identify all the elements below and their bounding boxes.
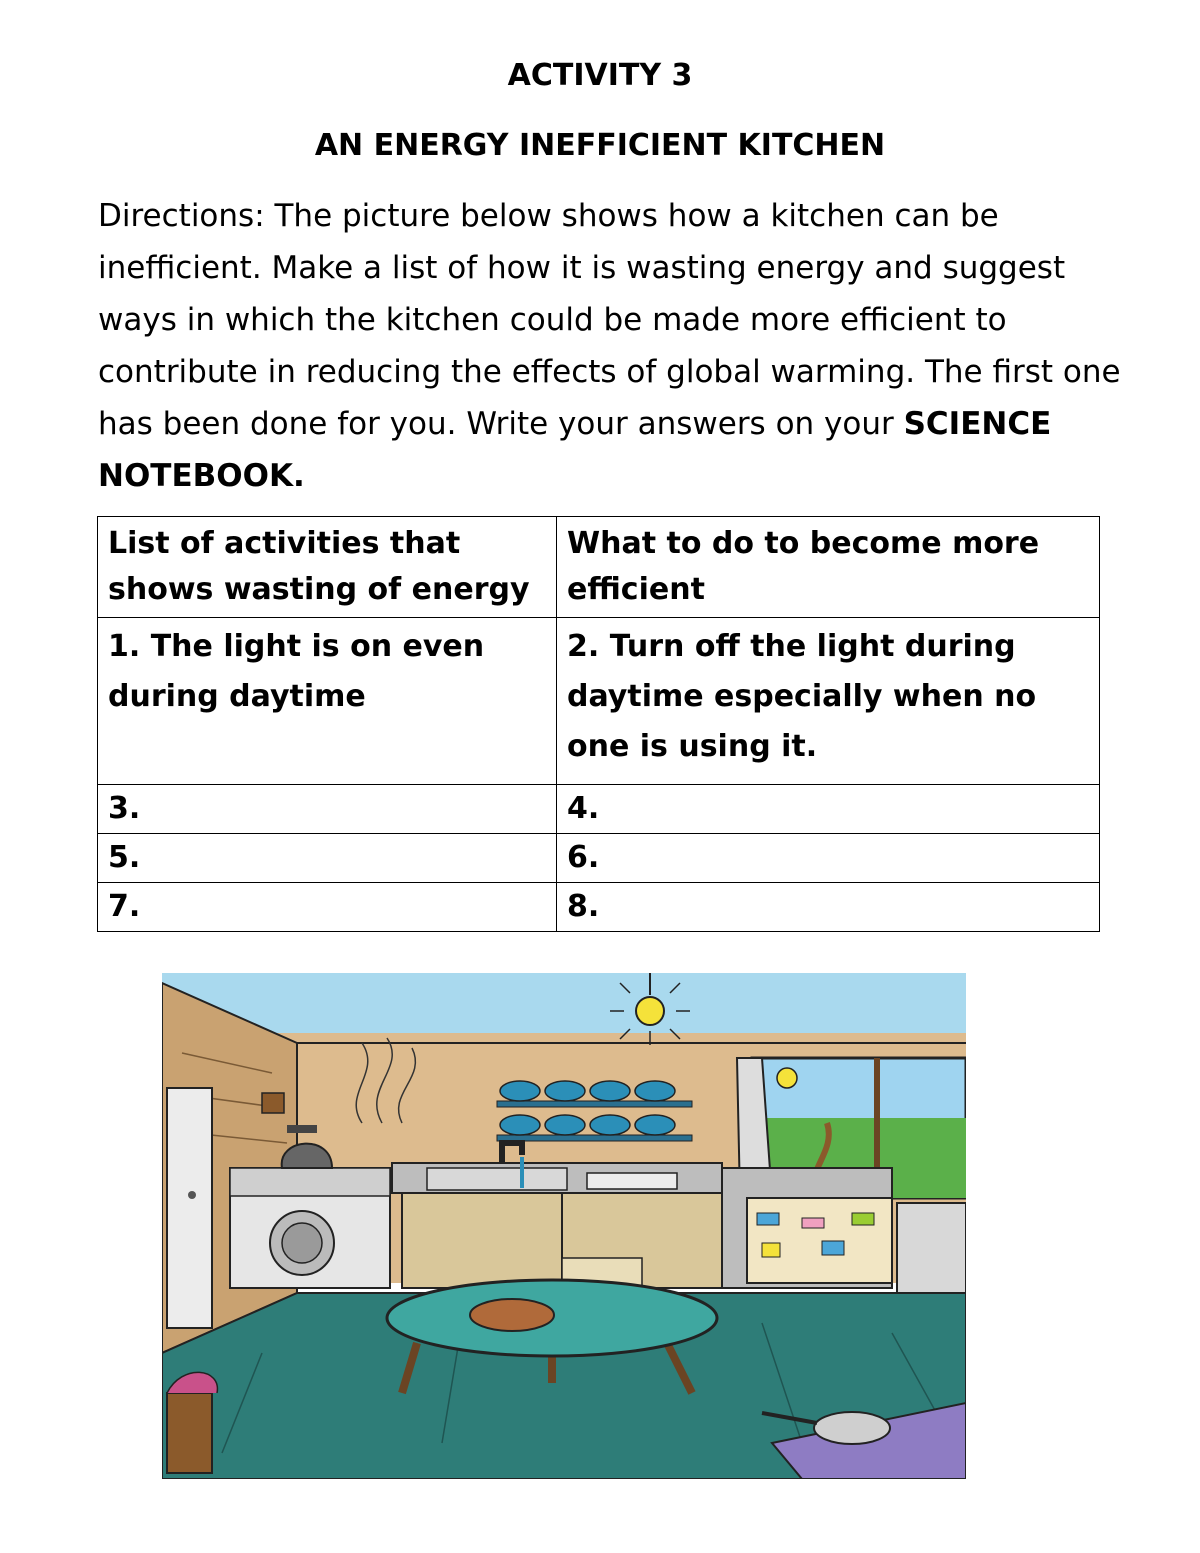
- table-header-row: [98, 517, 1100, 618]
- directions-paragraph: [98, 190, 1138, 502]
- table-cell: 3.: [98, 785, 557, 834]
- table-cell: 1. The light is on even during daytime: [98, 618, 557, 785]
- worksheet-subtitle: AN ENERGY INEFFICIENT KITCHEN: [314, 128, 886, 163]
- trash-bin-icon: [167, 1372, 217, 1473]
- directions-emphasis-science: SCIENCE: [903, 406, 1052, 442]
- cat-icon: [470, 1299, 554, 1331]
- sink-counter: [392, 1143, 722, 1288]
- energy-table: [97, 516, 1100, 932]
- table-row: [98, 618, 1100, 785]
- ceiling: [162, 973, 966, 1043]
- header-efficiency-actions: What to do to become more efficient: [557, 517, 1100, 618]
- table-row: [98, 785, 1100, 834]
- sun-icon: [777, 1068, 797, 1088]
- table-cell: 8.: [557, 883, 1100, 932]
- pot-icon: [814, 1412, 890, 1444]
- activity-title: ACTIVITY 3: [507, 58, 693, 93]
- door: [167, 1088, 212, 1328]
- door-knob-icon: [188, 1191, 196, 1199]
- wall-socket-icon: [262, 1093, 284, 1113]
- directions-text: Directions: The picture below shows how a kitchen can be inefficient. Make a list of how it is wasting energy and suggest ways in which the kitchen could be made more efficient to contribute in reducing the effects of global warming. The first one has been done for you. Write your answers on your: [98, 198, 1121, 442]
- table-cell: 2. Turn off the light during daytime especially when no one is using it.: [557, 618, 1100, 785]
- table-cell: 6.: [557, 834, 1100, 883]
- header-wasting-activities: List of activities that shows wasting of energy: [98, 517, 557, 618]
- table-cell: 5.: [98, 834, 557, 883]
- directions-emphasis-notebook: NOTEBOOK.: [98, 458, 305, 494]
- table-row: [98, 883, 1100, 932]
- washing-machine: [230, 1168, 390, 1288]
- table-cell: 4.: [557, 785, 1100, 834]
- table-cell: 7.: [98, 883, 557, 932]
- table-row: [98, 834, 1100, 883]
- kitchen-illustration: [162, 973, 966, 1479]
